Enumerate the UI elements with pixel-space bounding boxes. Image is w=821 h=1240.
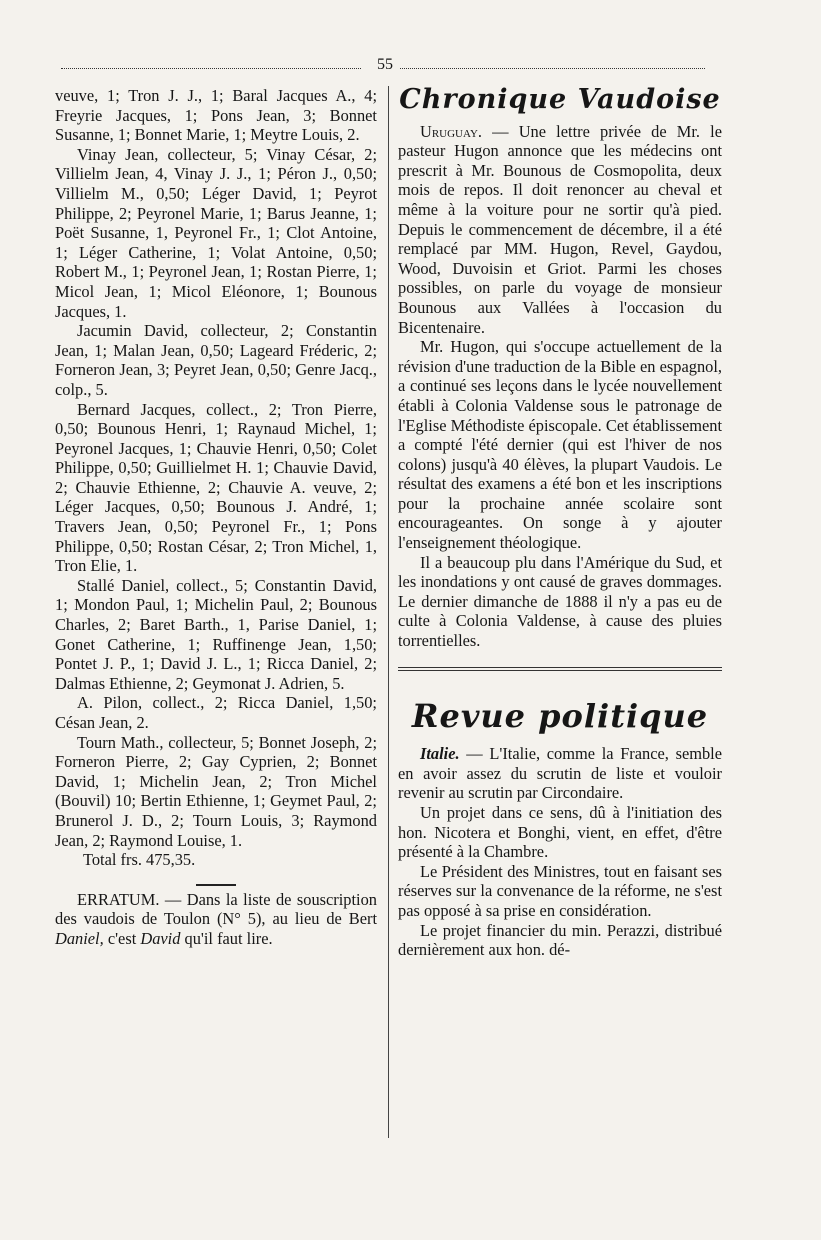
subscription-paragraph: Stallé Daniel, collect., 5; Constantin David, 1; Mondon Paul, 1; Michelin Paul, 2; Bounous Charles, 2; Baret Barth., 1, Parise Daniel, 1; Gonet Catherine, 1; Ruffinenge Jean, 1,50; Pontet J. P., 1; David J. L., 1; Ricca Daniel, 2; Dalmas Ethienne, 2; Geymonat J. Adrien, 5. bbox=[55, 575, 377, 693]
erratum-italic-name: David bbox=[140, 928, 181, 948]
subscription-total: Total frs. 475,35. bbox=[83, 850, 196, 870]
page-number: 55 bbox=[377, 56, 393, 73]
right-column bbox=[398, 86, 722, 960]
page-header bbox=[55, 56, 705, 78]
chronique-lead: Uruguay. bbox=[420, 121, 482, 141]
revue-paragraph: Un projet dans ce sens, dû à l'initiation des hon. Nicotera et Bonghi, vient, en effet, d'être présenté à la Chambre. bbox=[398, 803, 722, 862]
chronique-text: — Une lettre privée de Mr. le pasteur Hugon annonce que les médecins ont prescrit à Mr. Bounous de Cosmopolita, deux mois de repos. Il doit renoncer au cheval et même à la voiture pour ne sortir qu'à pied. Depuis le commencement de décembre, il a été remplacé par MM. Hugon, Revel, Gaydou, Wood, Duvoisin et Griot. Parmi les choses possibles, on parle du voyage de monsieur Bounous aux Vallées à l'occasion du Bicentenaire. bbox=[398, 121, 722, 337]
subscription-paragraph: veuve, 1; Tron J. J., 1; Baral Jacques A., 4; Freyrie Jacques, 1; Pons Jean, 3; Bonnet Susanne, 1; Bonnet Marie, 1; Meytre Louis, 2. bbox=[55, 86, 377, 145]
left-column bbox=[55, 86, 377, 949]
chronique-paragraph: Il a beaucoup plu dans l'Amérique du Sud, et les inondations y ont causé de graves dommages. Le dernier dimanche de 1888 il n'y a pas eu de culte à Colonia Valdense, à cause des pluies torrentielles. bbox=[398, 552, 722, 651]
revue-paragraph: Le projet financier du min. Perazzi, distribué dernièrement aux hon. dé- bbox=[398, 920, 722, 960]
chronique-paragraph bbox=[398, 122, 722, 338]
revue-text: — L'Italie, comme la France, semble en avoir assez du scrutin de liste et vouloir revenir au scrutin par Circondaire. bbox=[398, 744, 722, 803]
header-rule-right bbox=[400, 68, 705, 69]
subscription-paragraph: Vinay Jean, collecteur, 5; Vinay César, 2; Villielm Jean, 4, Vinay J. J., 1; Péron J., 0,50; Villielm M., 0,50; Léger David, 1; Peyrot Philippe, 2; Peyronel Marie, 1; Barus Jeanne, 1; Poët Susanne, 1, Peyronel Fr., 1; Clot Antoine, 1; Léger Catherine, 1; Volat Antoine, 0,50; Robert M., 1; Peyronel Jean, 1; Rostan Pierre, 1; Micol Jean, 1; Micol Eléonore, 1; Bounous Jacques, 1. bbox=[55, 144, 377, 321]
revue-paragraph: Le Président des Ministres, tout en faisant ses réserves sur la convenance de la réforme, ne s'est pas opposé à sa prise en considération. bbox=[398, 861, 722, 920]
revue-paragraph bbox=[398, 744, 722, 803]
erratum-label: ERRATUM. bbox=[77, 889, 160, 909]
erratum-italic-name: Daniel, bbox=[55, 928, 104, 948]
subscription-paragraph: A. Pilon, collect., 2; Ricca Daniel, 1,50; Césan Jean, 2. bbox=[55, 693, 377, 732]
chronique-paragraph: Mr. Hugon, qui s'occupe actuellement de la révision d'une traduction de la Bible en espagnol, a continué ses leçons dans le lycée nouvellement établi à Colonia Valdense sous le patronage de l'Eglise Méthodiste épiscopale. Cet établissement a compté l'été dernier (qui est l'hiver de nos colons) jusqu'à 40 élèves, la plupart Vaudois. Le résultat des examens a été bon et les inscriptions pour la prochaine année scolaire sont encourageantes. On songe à y ajouter l'enseignement théologique. bbox=[398, 337, 722, 553]
section-title-revue: Revue politique bbox=[411, 696, 709, 735]
subscription-paragraph: Bernard Jacques, collect., 2; Tron Pierre, 0,50; Bounous Henri, 1; Raynaud Michel, 1; Peyronel Jacques, 1; Chauvie Henri, 0,50; Colet Philippe, 0,50; Guillielmet H. 1; Chauvie David, 2; Chauvie Ethienne, 2; Chauvie A. veuve, 2; Léger Jacques, 0,50; Bounous J. André, 1; Travers Jean, 0,50; Peyronel Fr., 1; Pons Philippe, 0,50; Rostan César, 2; Tron Michel, 1, Tron Elie, 1. bbox=[55, 399, 377, 576]
section-title-chronique: Chronique Vaudoise bbox=[399, 84, 721, 115]
column-divider bbox=[388, 86, 389, 1138]
erratum-paragraph bbox=[55, 890, 377, 949]
erratum-text: qu'il faut lire. bbox=[180, 928, 273, 948]
section-separator bbox=[398, 667, 722, 671]
short-separator bbox=[196, 884, 236, 886]
revue-lead: Italie. bbox=[420, 744, 460, 764]
erratum-text: — Dans la liste de souscription des vaudois de Toulon (N° 5), au lieu de Bert bbox=[55, 889, 377, 929]
subscription-paragraph: Jacumin David, collecteur, 2; Constantin Jean, 1; Malan Jean, 0,50; Lageard Fréderic, 2; Forneron Jean, 3; Peyret Jean, 0,50; Genre Jacq., colp., 5. bbox=[55, 321, 377, 399]
erratum-text: c'est bbox=[103, 928, 141, 948]
header-rule-left bbox=[61, 68, 361, 69]
subscription-paragraph: Tourn Math., collecteur, 5; Bonnet Joseph, 2; Forneron Pierre, 2; Gay Cyprien, 2; Bonnet David, 1; Michelin Jean, 2; Tron Michel (Bouvil) 10; Bertin Ethienne, 1; Geymet Paul, 2; Brunerol J. D., 2; Tourn Louis, 3; Raymond Jean, 2; Raymond Louise, 1. bbox=[55, 732, 377, 850]
